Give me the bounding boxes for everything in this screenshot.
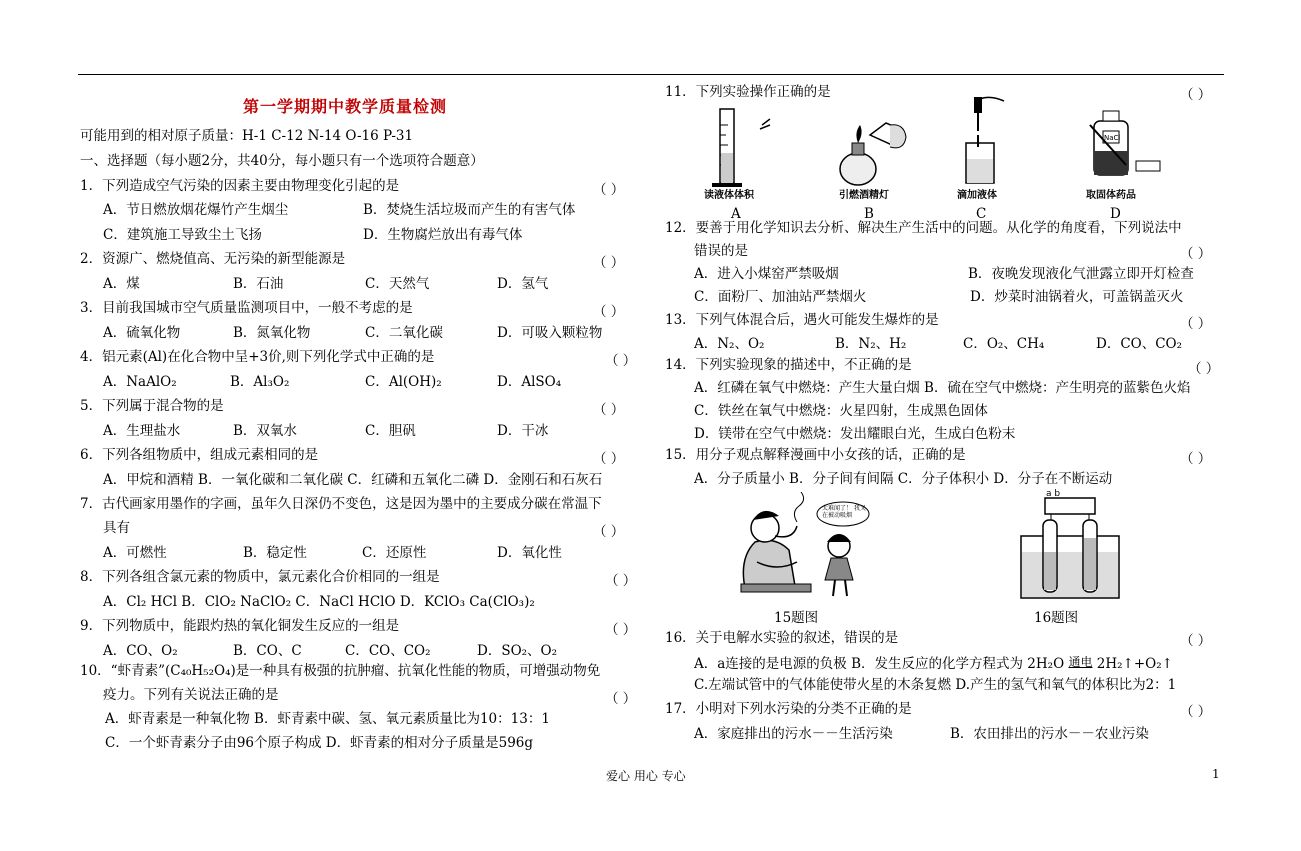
q17-answer: （ ） [1180, 704, 1212, 720]
q3-option-d: D．可吸入颗粒物 [497, 325, 603, 341]
q11-label-b: B [864, 206, 874, 222]
q11-answer: （ ） [1180, 87, 1212, 103]
q2-option-c: C．天然气 [365, 276, 430, 292]
q5-option-d: D．干冰 [497, 423, 549, 439]
q14-stem: 14．下列实验现象的描述中，不正确的是 [665, 357, 912, 373]
q3-option-a: A．硫氧化物 [103, 325, 181, 341]
q17-option-b: B．农田排出的污水－－农业污染 [950, 726, 1149, 742]
q11-label-a: A [731, 206, 741, 222]
footer-motto: 爱心 用心 专心 [606, 769, 686, 783]
q9-stem: 9．下列物质中，能跟灼热的氧化铜发生反应的一组是 [80, 618, 400, 634]
q11-caption-d: 取固体药品 [1086, 190, 1136, 201]
q17-stem: 17．小明对下列水污染的分类不正确的是 [665, 701, 912, 717]
alcohol-lamp-icon [840, 123, 906, 185]
q12-option-a: A．进入小煤窑严禁吸烟 [694, 266, 839, 282]
q10-options-ab: A．虾青素是一种氧化物 B．虾青素中碳、氢、氧元素质量比为10：13：1 [105, 711, 550, 727]
q9-option-c: C．CO、CO₂ [345, 643, 431, 659]
q2-stem: 2．资源广、燃烧值高、无污染的新型能源是 [80, 251, 346, 267]
q2-option-b: B．石油 [233, 276, 284, 292]
q11-caption-c: 滴加液体 [957, 190, 997, 201]
header-rule [78, 74, 1224, 75]
q13-option-c: C．O₂、CH₄ [963, 336, 1045, 352]
q12-option-d: D．炒菜时油锅着火，可盖锅盖灭火 [970, 289, 1184, 305]
q3-option-c: C．二氧化碳 [365, 325, 443, 341]
q12-answer: （ ） [1180, 246, 1212, 262]
q4-stem: 4．铝元素(Al)在化合物中呈+3价,则下列化学式中正确的是 [80, 349, 435, 365]
nacl-label: NaCl [1104, 134, 1121, 142]
q5-option-b: B．双氧水 [233, 423, 297, 439]
q7-stem: 7．古代画家用墨作的字画，虽年久日深仍不变色，这是因为墨中的主要成分碳在常温下 [80, 496, 602, 512]
q9-answer: （ ） [605, 622, 637, 638]
q14-options-ab: A．红磷在氧气中燃烧：产生大量白烟 B．硫在空气中燃烧：产生明亮的蓝紫色火焰 [694, 380, 1191, 396]
electrolysis-figure [1015, 490, 1125, 602]
smoking-man-icon [741, 492, 811, 592]
q7-answer: （ ） [593, 524, 625, 540]
q16-condition: 通电 [1068, 655, 1093, 669]
q13-option-b: B．N₂、H₂ [835, 336, 907, 352]
q11-figure [690, 95, 1170, 223]
figure-15-caption: 15题图 [774, 610, 819, 626]
girl-icon [825, 534, 853, 596]
q1-option-c: C．建筑施工导致尘土飞扬 [103, 227, 262, 243]
q15-answer: （ ） [1180, 451, 1212, 467]
q6-options: A．甲烷和酒精 B．一氧化碳和二氧化碳 C．红磷和五氧化二磷 D．金刚石和石灰石 [103, 472, 603, 488]
q8-stem: 8．下列各组含氯元素的物质中，氯元素化合价相同的一组是 [80, 569, 440, 585]
q14-option-c: C．铁丝在氧气中燃烧：火星四射，生成黑色固体 [694, 403, 988, 419]
q16-options-cd: C.左端试管中的气体能使带火星的木条复燃 D.产生的氢气和氧气的体积比为2：1 [694, 677, 1177, 693]
q10-answer: （ ） [605, 691, 637, 707]
q4-option-a: A．NaAlO₂ [103, 374, 177, 390]
q16-ab-post: 2H₂↑+O₂↑ [1096, 656, 1173, 672]
page-title: 第一学期期中教学质量检测 [243, 97, 448, 116]
q12-option-b: B．夜晚发现液化气泄露立即开灯检查 [968, 266, 1194, 282]
atomic-masses: 可能用到的相对原子质量：H-1 C-12 N-14 O-16 P-31 [80, 128, 414, 144]
q16-stem: 16．关于电解水实验的叙述，错误的是 [665, 630, 899, 646]
q16-ab-pre: A．a连接的是电源的负极 B．发生反应的化学方程式为 2H₂O [694, 656, 1065, 672]
q4-answer: （ ） [605, 353, 637, 369]
q9-option-b: B．CO、C [233, 643, 302, 659]
q15-options: A．分子质量小 B．分子间有间隔 C．分子体积小 D．分子在不断运动 [694, 471, 1113, 487]
electrode-labels: a b [1046, 489, 1061, 499]
q12-option-c: C．面粉厂、加油站严禁烟火 [694, 289, 867, 305]
q12-stem: 12．要善于用化学知识去分析、解决生产生活中的问题。从化学的角度看，下列说法中 [665, 220, 1182, 236]
q4-option-b: B．Al₃O₂ [230, 374, 290, 390]
q1-answer: （ ） [593, 182, 625, 198]
q3-option-b: B．氮氧化物 [233, 325, 311, 341]
q15-stem: 15．用分子观点解释漫画中小女孩的话，正确的是 [665, 447, 966, 463]
q17-option-a: A．家庭排出的污水－－生活污染 [694, 726, 893, 742]
q6-stem: 6．下列各组物质中，组成元素相同的是 [80, 447, 319, 463]
q16-options-ab [694, 654, 1173, 672]
section-heading: 一、选择题（每小题2分，共40分，每小题只有一个选项符合题意） [80, 153, 484, 169]
q11-stem: 11．下列实验操作正确的是 [665, 84, 831, 100]
q8-answer: （ ） [605, 573, 637, 589]
q10-options-cd: C．一个虾青素分子由96个原子构成 D．虾青素的相对分子质量是596g [105, 735, 534, 751]
q7-option-c: C．还原性 [362, 545, 427, 561]
q11-label-c: C [976, 206, 987, 222]
q9-option-d: D．SO₂、O₂ [477, 643, 558, 659]
speech-bubble-text: 太难闻了！ 我又在被动吸烟 [822, 505, 866, 519]
q8-options: A．Cl₂ HCl B．ClO₂ NaClO₂ C．NaCl HClO D．KClO₃ Ca(ClO₃)₂ [103, 594, 535, 610]
q12-stem-cont: 错误的是 [694, 243, 748, 259]
q7-option-a: A．可燃性 [103, 545, 167, 561]
q13-answer: （ ） [1180, 316, 1212, 332]
q10-stem-cont: 疫力。下列有关说法正确的是 [103, 687, 279, 703]
q14-option-d: D．镁带在空气中燃烧：发出耀眼白光，生成白色粉末 [694, 426, 1016, 442]
dropper-icon [966, 97, 1004, 183]
q4-option-c: C．Al(OH)₂ [365, 374, 442, 390]
q5-option-c: C．胆矾 [365, 423, 416, 439]
q13-option-a: A．N₂、O₂ [694, 336, 765, 352]
q9-option-a: A．CO、O₂ [103, 643, 178, 659]
q11-label-d: D [1110, 206, 1121, 222]
q7-option-d: D．氧化性 [497, 545, 562, 561]
q5-option-a: A．生理盐水 [103, 423, 181, 439]
q10-stem: 10．“虾青素”(C₄₀H₅₂O₄)是一种具有极强的抗肿瘤、抗氧化性能的物质，可增强动物免 [80, 663, 601, 679]
q1-option-b: B．焚烧生活垃圾而产生的有害气体 [363, 202, 576, 218]
q5-stem: 5．下列属于混合物的是 [80, 398, 224, 414]
q5-answer: （ ） [593, 402, 625, 418]
q3-stem: 3．目前我国城市空气质量监测项目中，一般不考虑的是 [80, 300, 413, 316]
q1-stem: 1．下列造成空气污染的因素主要由物理变化引起的是 [80, 178, 400, 194]
reagent-bottle-icon [1090, 111, 1160, 175]
q13-option-d: D．CO、CO₂ [1096, 336, 1183, 352]
q14-answer: （ ） [1188, 361, 1220, 377]
power-source-icon [1045, 498, 1095, 514]
q11-caption-a: 读液体体积 [704, 190, 754, 201]
q6-answer: （ ） [593, 451, 625, 467]
q1-option-d: D．生物腐烂放出有毒气体 [363, 227, 523, 243]
q11-caption-b: 引燃酒精灯 [839, 190, 889, 201]
q16-answer: （ ） [1180, 633, 1212, 649]
q4-option-d: D．AlSO₄ [497, 374, 562, 390]
q2-answer: （ ） [593, 255, 625, 271]
q1-option-a: A．节日燃放烟花爆竹产生烟尘 [103, 202, 289, 218]
figure-16-caption: 16题图 [1034, 610, 1079, 626]
q13-stem: 13．下列气体混合后，遇火可能发生爆炸的是 [665, 312, 939, 328]
q7-option-b: B．稳定性 [243, 545, 307, 561]
q3-answer: （ ） [593, 304, 625, 320]
q2-option-a: A．煤 [103, 276, 140, 292]
q2-option-d: D．氢气 [497, 276, 549, 292]
q7-stem-cont: 具有 [103, 520, 130, 536]
page-number: 1 [1212, 767, 1220, 781]
graduated-cylinder-icon [712, 109, 770, 187]
